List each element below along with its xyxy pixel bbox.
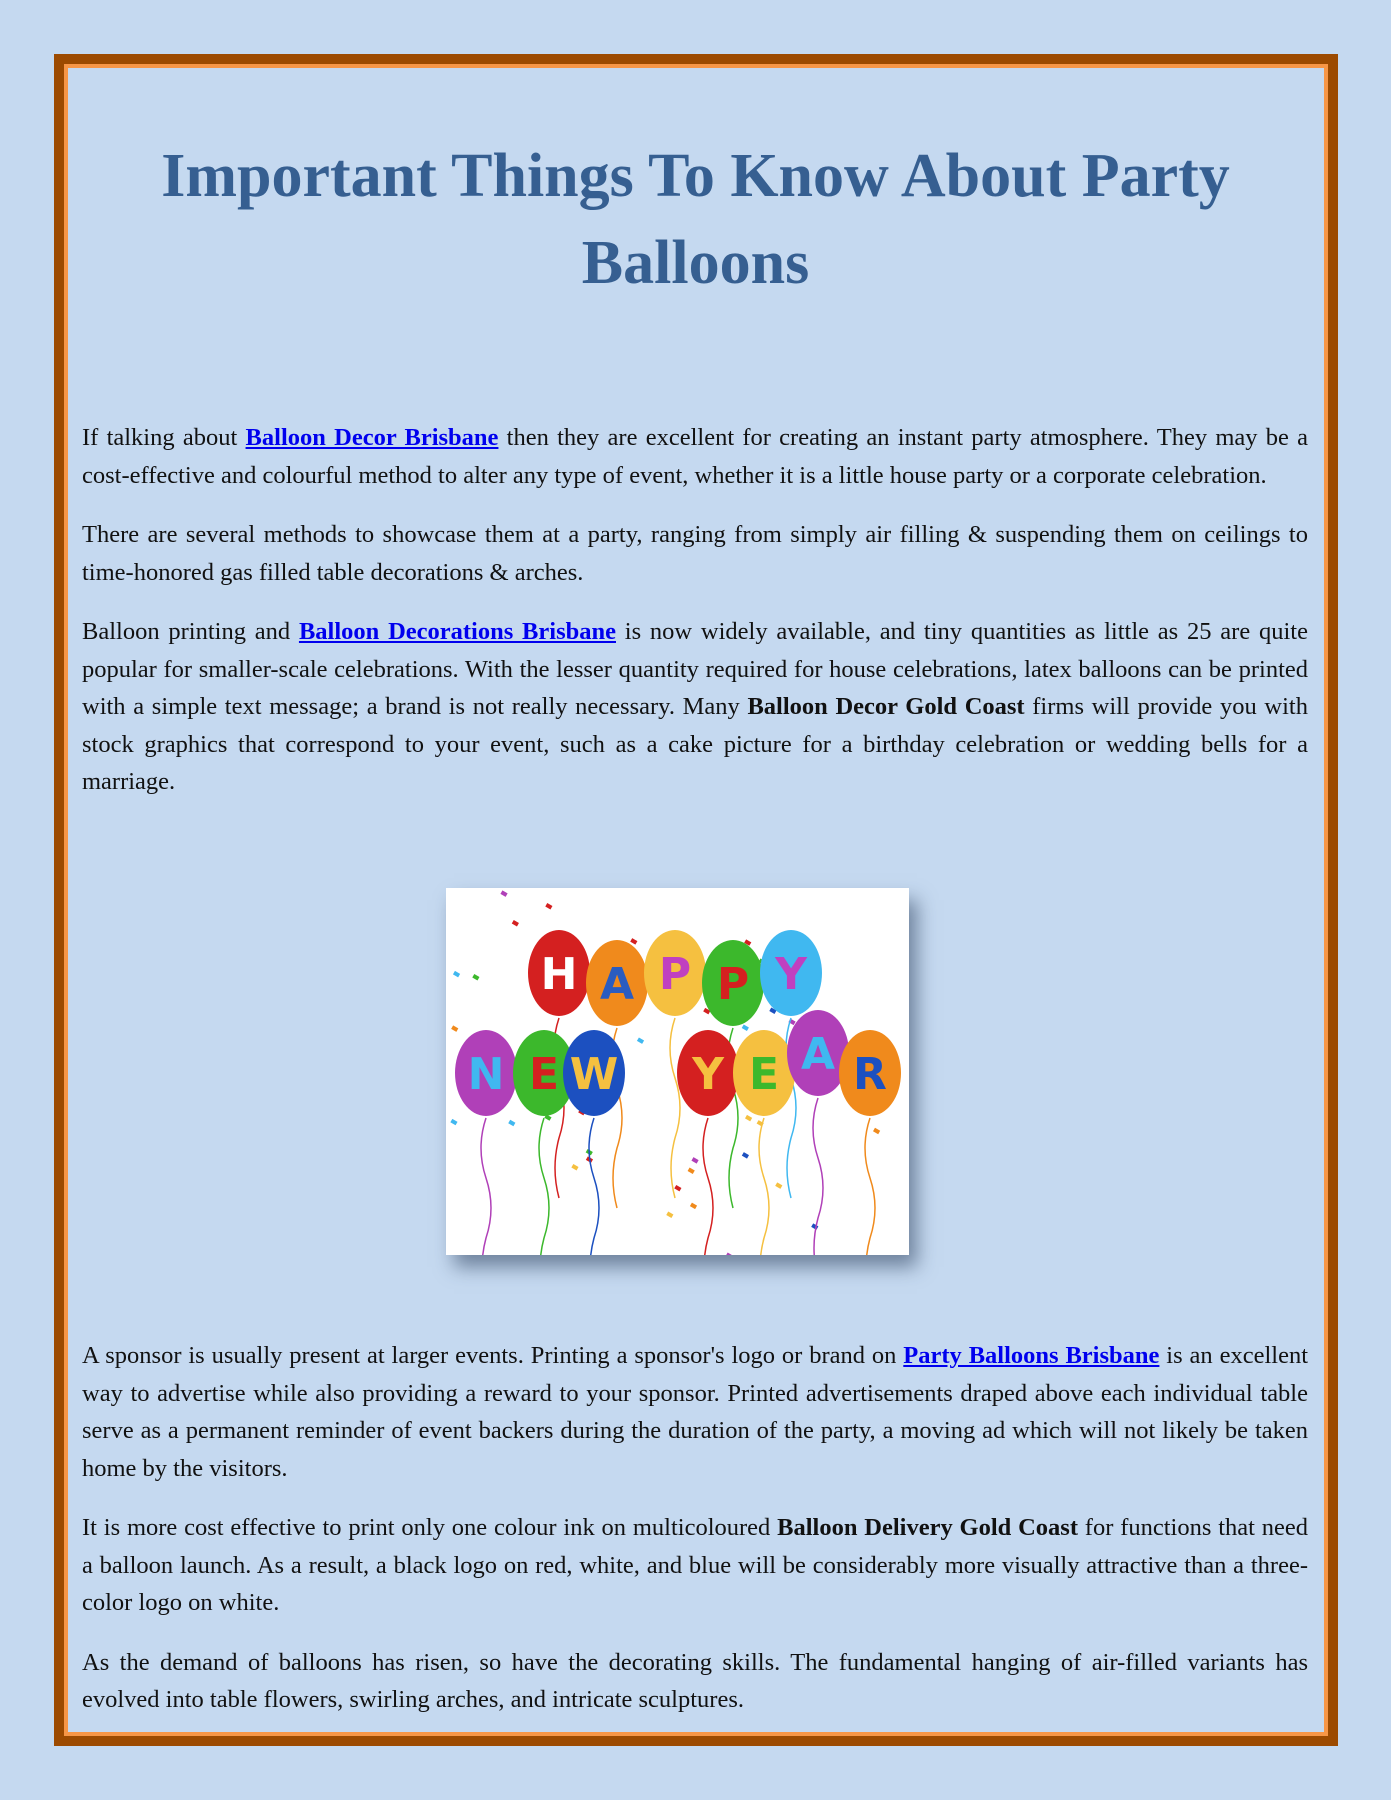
bold-text: Balloon Delivery Gold Coast [777,1514,1078,1541]
confetti [742,1024,749,1030]
confetti [450,1119,457,1125]
confetti [500,890,507,896]
svg-text:W: W [569,1049,619,1100]
balloon-e [733,1030,795,1255]
text: then they are excellent for creating an instant party atmosphere. They may be a cost-effective and colourful method to alter any type of event, whether it is a little house party or a corporate celebration. [82,424,1309,489]
svg-text:E: E [528,1049,560,1100]
balloon-n [455,1030,517,1255]
balloon-r [839,1030,901,1255]
confetti [451,1025,458,1031]
paragraph-2: There are several methods to showcase them at a party, ranging from simply air filling & suspending them on ceilings to time-honored gas filled table decorations & arches. [82,521,1308,586]
balloon-y [677,1030,739,1255]
balloon-a [787,1010,849,1255]
confetti [630,938,637,944]
body-bottom [82,1337,1308,1741]
confetti [811,1223,818,1229]
confetti [453,971,460,977]
balloons-illustration [446,888,909,1255]
confetti [508,1120,515,1126]
svg-text:P: P [716,959,750,1010]
confetti [726,1253,733,1255]
svg-text:P: P [658,949,692,1000]
confetti [745,1115,752,1121]
text: If talking about [82,424,246,451]
bold-text: Balloon Decor Gold Coast [747,693,1025,720]
confetti [688,1168,695,1174]
paragraph-6: As the demand of balloons has risen, so have the decorating skills. The fundamental hanging of air-filled variants has evolved into table flowers, swirling arches, and intricate sculptures. [82,1648,1308,1713]
svg-text:R: R [853,1049,887,1100]
svg-text:Y: Y [692,1049,724,1100]
text: Balloon printing and [82,618,299,645]
page-title: Important Things To Know About Party Balloons [161,142,1230,297]
text: It is more cost effective to print only one colour ink on multicoloured [82,1514,778,1541]
confetti [637,1037,644,1043]
svg-text:Y: Y [775,949,807,1000]
paragraph-1 [82,419,1308,494]
text: is now widely available, and tiny quantities as little as 25 are quite popular for smaller-scale celebrations. With the lesser quantity required for house celebrations, latex balloons can be printed with a simple text message; a brand is not really necessary. Many [82,618,1308,720]
svg-text:N: N [467,1049,505,1100]
confetti [775,1182,782,1188]
text: for functions that need a balloon launch. As a result, a black logo on red, white, and blue will be considerably more visually attractive than a three-color logo on white. [82,1514,1309,1616]
confetti [472,974,479,980]
svg-text:A: A [800,1029,836,1080]
confetti [512,920,519,926]
confetti [742,1152,749,1158]
svg-text:H: H [540,949,578,1000]
text: firms will provide you with stock graphics that correspond to your event, such as a cake picture for a birthday celebration or wedding bells for a marriage. [82,693,1308,795]
confetti [545,903,552,909]
svg-text:A: A [599,959,635,1010]
paragraph-5 [82,1509,1308,1622]
confetti [674,1185,681,1191]
happy-new-year-balloons-image [446,888,909,1255]
text: A sponsor is usually present at larger events. Printing a sponsor's logo or brand on [82,1342,904,1369]
confetti [666,1212,673,1218]
svg-text:E: E [748,1049,780,1100]
link-party-balloons-brisbane[interactable]: Party Balloons Brisbane [903,1342,1160,1369]
balloon-w [563,1030,625,1255]
confetti [690,1203,697,1209]
confetti [873,1128,880,1134]
paragraph-4 [82,1337,1308,1487]
link-balloon-decor-brisbane[interactable]: Balloon Decor Brisbane [245,424,499,451]
text: is an excellent way to advertise while also providing a reward to your sponsor. Printed advertisements draped above each individual table serve as a permanent reminder of event backers during the duration of the party, a moving ad which will not likely be taken home by the visitors. [82,1342,1308,1482]
body-top [82,419,1308,823]
paragraph-3 [82,613,1308,801]
confetti [571,1164,578,1170]
confetti [691,1157,698,1163]
link-balloon-decorations-brisbane[interactable]: Balloon Decorations Brisbane [298,618,616,645]
